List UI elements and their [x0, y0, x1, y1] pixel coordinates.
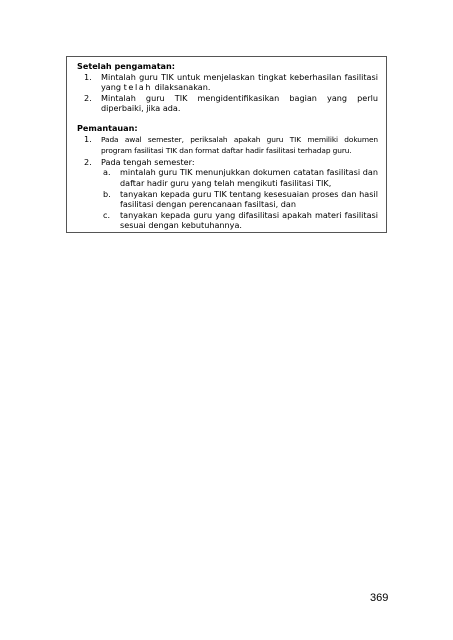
- sub-list-item: c. tanyakan kepada guru yang difasilitasi apakah materi fasilitasi sesuai dengan kebutuhannya.: [103, 209, 378, 231]
- after-observation-list: [77, 72, 378, 114]
- monitoring-list: [77, 134, 378, 231]
- list-item: 2. Mintalah guru TIK mengidentifikasikan bagian yang perlu diperbaiki, jika ada.: [84, 92, 378, 114]
- section-heading-after-observation: Setelah pengamatan:: [77, 61, 176, 71]
- list-item: 2. Pada tengah semester: a. mintalah guru TIK menunjukkan dokumen catatan fasilitasi dan daftar hadir guru yang telah mengikuti fasilitasi TIK, b. tanyakan kepada guru TIK tentang kesesuaian proses dan hasil fasilitasi dengan perencanaan fasiltasi, dan c. tanyakan kepada guru yang difasilitasi apakah materi fasilitasi sesuai dengan kebutuhannya.: [84, 156, 378, 231]
- sub-list: [101, 167, 378, 231]
- list-item: 1. Pada awal semester, periksalah apakah guru TIK memiliki dokumen program fasilitasi TIK dan format daftar hadir fasilitasi terhadap guru.: [84, 133, 378, 156]
- section-heading-monitoring: Pemantauan:: [77, 122, 138, 133]
- sub-list-item: a. mintalah guru TIK menunjukkan dokumen catatan fasilitasi dan daftar hadir guru yang telah mengikuti fasilitasi TIK,: [103, 167, 378, 188]
- list-item: 1. Mintalah guru TIK untuk menjelaskan tingkat keberhasilan fasilitasi yang telah dilaksanakan.: [84, 71, 378, 93]
- page-number: 369: [370, 592, 389, 604]
- content-box: [66, 56, 387, 233]
- sub-list-item: b. tanyakan kepada guru TIK tentang kesesuaian proses dan hasil fasilitasi dengan perencanaan fasiltasi, dan: [103, 188, 378, 210]
